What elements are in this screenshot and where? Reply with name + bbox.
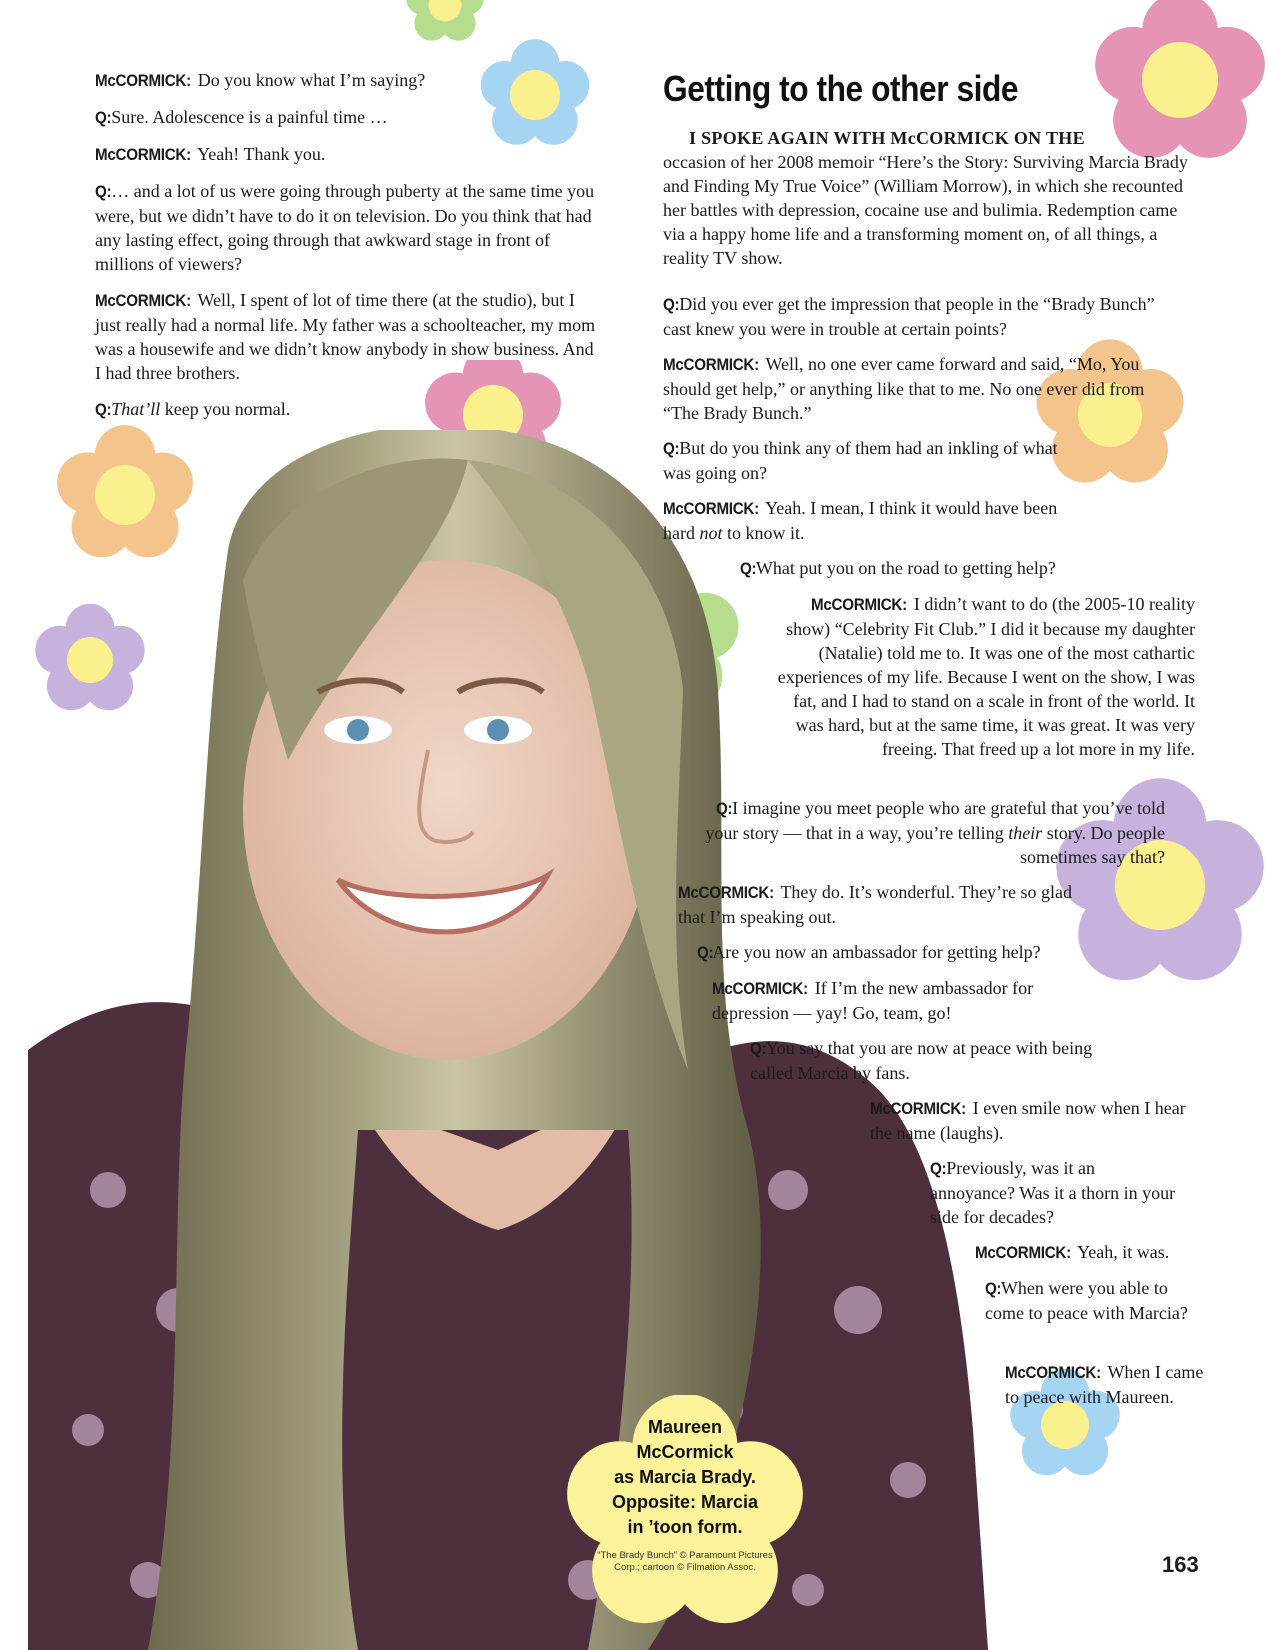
right-interview-a4: McCORMICK: They do. It’s wonderful. They’re so glad that I’m speaking out. bbox=[678, 882, 1073, 927]
right-interview-q6: Q: You say that you are now at peace with being called Marcia by fans. bbox=[750, 1038, 1093, 1083]
lede-text: occasion of her 2008 memoir “Here’s the Story: Surviving Marcia Brady and Finding My True Voice” (William Morrow), in which she recounted her battles with depression, cocaine use and bulimia. Redemption came via a happy home life and a transforming moment on, of all things, a reality TV show. bbox=[663, 152, 1188, 268]
interview-line: McCORMICK: Yeah! Thank you. bbox=[95, 144, 326, 164]
section-lede bbox=[663, 126, 1193, 282]
right-interview-q8: Q: When were you able to come to peace with Marcia? bbox=[985, 1278, 1188, 1323]
right-interview-q7: Q: Previously, was it an annoyance? Was it a thorn in your side for decades? bbox=[930, 1158, 1176, 1227]
left-interview-column bbox=[95, 68, 600, 434]
right-interview-q3: Q: What put you on the road to getting help? bbox=[740, 558, 1056, 578]
right-interview-a5: McCORMICK: If I’m the new ambassador for depression — yay! Go, team, go! bbox=[712, 978, 1034, 1023]
right-interview-q1: Q: Did you ever get the impression that people in the “Brady Bunch” cast knew you were in trouble at certain points? bbox=[663, 294, 1155, 339]
right-interview-a1: McCORMICK: Well, no one ever came forward and said, “Mo, You should get help,” or anything like that to me. No one ever did from “The Brady Bunch.” bbox=[663, 354, 1145, 423]
right-interview-a2: McCORMICK: Yeah. I mean, I think it would have been hard not to know it. bbox=[663, 498, 1058, 543]
right-interview-q4: Q: I imagine you meet people who are grateful that you’ve told your story — that in a way, you’re telling their story. Do people sometimes say that? bbox=[705, 798, 1165, 867]
right-interview-a8: McCORMICK: When I came to peace with Maureen. bbox=[1005, 1362, 1204, 1407]
section-title: Getting to the other side bbox=[663, 68, 1019, 109]
interview-line: McCORMICK: Do you know what I’m saying? bbox=[95, 70, 426, 90]
interview-line: Q: … and a lot of us were going through puberty at the same time you were, but we didn’t have to do it on television. Do you think that had any lasting effect, going through that awkward stage in front of millions of viewers? bbox=[95, 181, 595, 274]
photo-credit: “The Brady Bunch” © Paramount Pictures Corp.; cartoon © Filmation Assoc. bbox=[597, 1550, 773, 1573]
right-interview-a7: McCORMICK: Yeah, it was. bbox=[975, 1242, 1170, 1262]
right-interview-a6: McCORMICK: I even smile now when I hear the name (laughs). bbox=[870, 1098, 1186, 1143]
page-number: 163 bbox=[1162, 1552, 1199, 1577]
interview-line: Q: That’ll keep you normal. bbox=[95, 399, 291, 419]
interview-line: Q: Sure. Adolescence is a painful time … bbox=[95, 107, 388, 127]
photo-caption: Maureen McCormick as Marcia Brady. Opposite: Marcia in ’toon form. bbox=[611, 1417, 759, 1537]
right-interview-q2: Q: But do you think any of them had an inkling of what was going on? bbox=[663, 438, 1058, 483]
right-interview-q5: Q: Are you now an ambassador for getting help? bbox=[697, 942, 1041, 962]
right-interview-a3: McCORMICK: I didn’t want to do (the 2005-10 reality show) “Celebrity Fit Club.” I did it because my daughter (Natalie) told me to. It was one of the most cathartic experiences of my life. Because I went on the show, I was fat, and I had to stand on a scale in front of the world. It was hard, but at the same time, it was great. It was very freeing. That freed up a lot more in my life. bbox=[777, 594, 1195, 759]
interview-line: McCORMICK: Well, I spent of lot of time there (at the studio), but I just really had a normal life. My father was a schoolteacher, my mom was a housewife and we didn’t know anybody in show business. And I had three brothers. bbox=[95, 290, 596, 383]
lede-caps: I SPOKE AGAIN WITH McCORMICK ON THE bbox=[689, 128, 1085, 148]
